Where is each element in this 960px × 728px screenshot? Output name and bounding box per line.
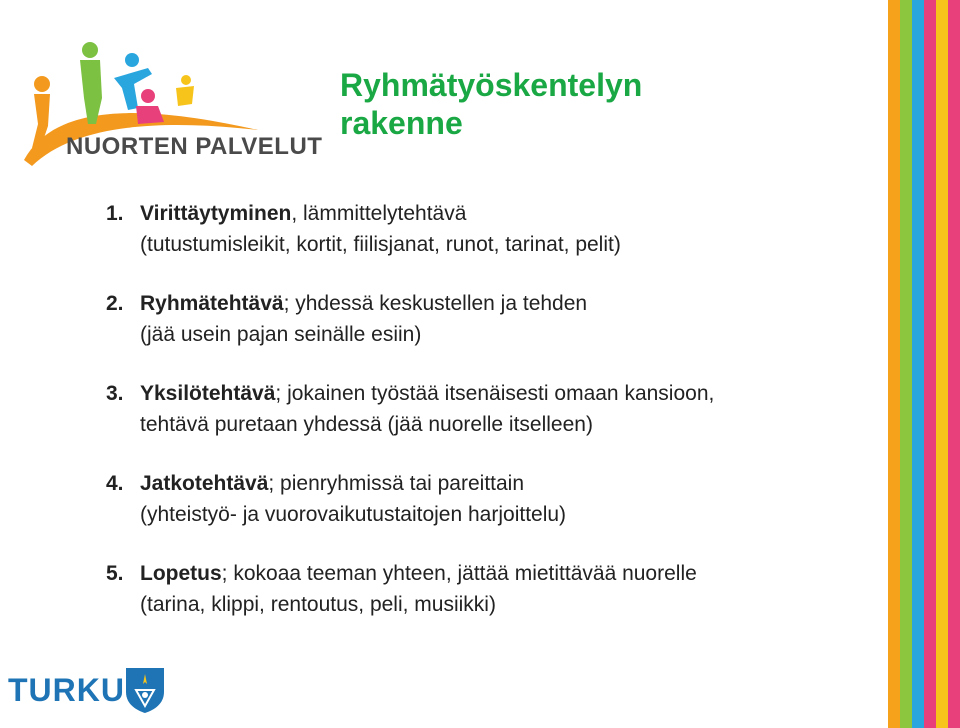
item-detail: (jää usein pajan seinälle esiin)	[140, 323, 422, 346]
list-item	[106, 198, 886, 260]
item-text: ; pienryhmissä tai pareittain	[268, 472, 525, 495]
stripe	[900, 0, 912, 728]
list-item	[106, 558, 886, 620]
item-text: ; yhdessä keskustellen ja tehden	[283, 292, 588, 315]
item-term: Lopetus	[140, 562, 222, 585]
stripe	[936, 0, 948, 728]
page-title: Ryhmätyöskentelyn rakenne	[340, 67, 643, 141]
item-number: 5.	[106, 562, 124, 585]
logo-text: NUORTEN PALVELUT	[66, 133, 323, 160]
item-detail: (tarina, klippi, rentoutus, peli, musiikki)	[140, 593, 496, 616]
item-number: 1.	[106, 202, 124, 225]
item-text: , lämmittelytehtävä	[291, 202, 467, 225]
item-detail: (tutustumisleikit, kortit, fiilisjanat, runot, tarinat, pelit)	[140, 233, 621, 256]
item-term: Yksilötehtävä	[140, 382, 276, 405]
item-term: Ryhmätehtävä	[140, 292, 284, 315]
stripe	[948, 0, 960, 728]
item-number: 4.	[106, 472, 124, 495]
stripe	[912, 0, 924, 728]
item-detail: tehtävä puretaan yhdessä (jää nuorelle itselleen)	[140, 413, 593, 436]
stripe	[924, 0, 936, 728]
turku-logo	[8, 664, 168, 718]
steps-list	[106, 198, 886, 648]
item-term: Virittäytyminen	[140, 202, 292, 225]
decorative-stripes	[888, 0, 960, 728]
list-item	[106, 288, 886, 350]
item-number: 2.	[106, 292, 124, 315]
item-text: ; kokoaa teeman yhteen, jättää mietittävää nuorelle	[221, 562, 697, 585]
item-text: ; jokainen työstää itsenäisesti omaan kansioon,	[275, 382, 715, 405]
turku-crest-icon	[124, 666, 166, 714]
item-detail: (yhteistyö- ja vuorovaikutustaitojen harjoittelu)	[140, 503, 567, 526]
list-item	[106, 468, 886, 530]
item-number: 3.	[106, 382, 124, 405]
list-item	[106, 378, 886, 440]
stripe	[888, 0, 900, 728]
turku-text: TURKU	[8, 672, 125, 708]
item-term: Jatkotehtävä	[140, 472, 269, 495]
